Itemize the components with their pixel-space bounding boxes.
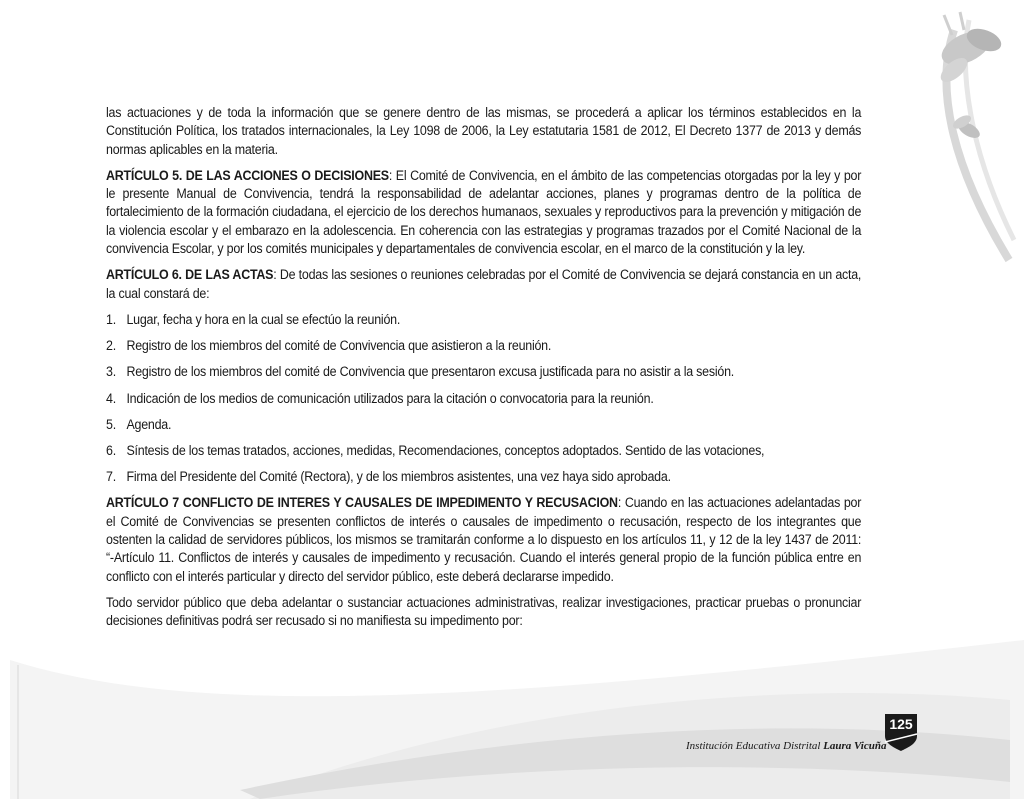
list-item: 7. Firma del Presidente del Comité (Rectora), y de los miembros asistentes, una vez haya sido aprobada. <box>106 469 671 485</box>
article-heading: ARTÍCULO 7 CONFLICTO DE INTERES Y CAUSALES DE IMPEDIMENTO Y RECUSACION <box>106 495 618 511</box>
paragraph-articulo-7: ARTÍCULO 7 CONFLICTO DE INTERES Y CAUSALES DE IMPEDIMENTO Y RECUSACION: Cuando en las actuaciones adelantadas por el Comité de Convivencias se presenten conflictos de interés o causales de impedimento o recusación, respecto de los integrantes que ostenten la calidad de servidores públicos, los mismos se tramitarán conforme a lo dispuesto en los artículos 11, y 12 de la ley 1437 de 2011: “-Artículo 11. Conflictos de interés y causales de impedimento y recusación. Cuando el interés general propio de la función pública entre en conflicto con el interés particular y directo del servidor público, este deberá declararse impedido. <box>106 495 862 584</box>
page-number: 125 <box>889 716 913 732</box>
paragraph-articulo-5: ARTÍCULO 5. DE LAS ACCIONES O DECISIONES: El Comité de Convivencia, en el ámbito de las competencias otorgadas por la ley y por le presente Manual de Convivencia, tendrá la responsabilidad de adelantar acciones, planes y programas dentro de la política de fortalecimiento de la formación ciudadana, el ejercicio de los derechos humanaos, sexuales y reproductivos para la prevención y mitigación de la violencia escolar y el embarazo en la adolescencia. En coherencia con las estrategias y programas trazados por el Comité Nacional de la convivencia Escolar, y por los comités municipales y departamentales de convivencia escolar, en el marco de la constitución y la ley. <box>106 167 862 257</box>
list-item: 3. Registro de los miembros del comité de Convivencia que presentaron excusa justificada para no asistir a la sesión. <box>106 364 735 380</box>
article-heading: ARTÍCULO 5. DE LAS ACCIONES O DECISIONES <box>106 167 389 183</box>
document-body <box>106 104 861 638</box>
footer-institution: Institución Educativa Distrital Laura Vicuña <box>686 740 887 752</box>
list-item: 4. Indicación de los medios de comunicación utilizados para la citación o convocatoria para la reunión. <box>106 390 654 406</box>
list-item: 5. Agenda. <box>106 416 172 432</box>
list-item: 2. Registro de los miembros del comité de Convivencia que asistieron a la reunión. <box>106 338 552 354</box>
institution-name: Laura Vicuña <box>823 740 887 752</box>
list-item: 6. Síntesis de los temas tratados, acciones, medidas, Recomendaciones, conceptos adoptados. Sentido de las votaciones, <box>106 442 765 458</box>
list-item: 1. Lugar, fecha y hora en la cual se efectúo la reunión. <box>106 311 401 327</box>
paragraph-continuation: las actuaciones y de toda la información que se genere dentro de las mismas, se procederá a aplicar los términos establecidos en la Constitución Política, los tratados internacionales, la Ley 1098 de 2006, la Ley estatutaria 1581 de 2012, El Decreto 1377 de 2013 y demás normas aplicables en la materia. <box>106 105 862 157</box>
paragraph-servidor-publico: Todo servidor público que deba adelantar o sustanciar actuaciones administrativas, realizar investigaciones, practicar pruebas o pronunciar decisiones definitivas podrá ser recusado si no manifiesta su impedimento por: <box>106 594 862 629</box>
actas-list <box>106 311 861 486</box>
article-heading: ARTÍCULO 6. DE LAS ACTAS <box>106 267 274 283</box>
leaf-ornament-icon <box>914 10 1024 280</box>
paragraph-articulo-6: ARTÍCULO 6. DE LAS ACTAS: De todas las sesiones o reuniones celebradas por el Comité de Convivencia se dejará constancia en un acta, la cual constará de: <box>106 267 862 301</box>
